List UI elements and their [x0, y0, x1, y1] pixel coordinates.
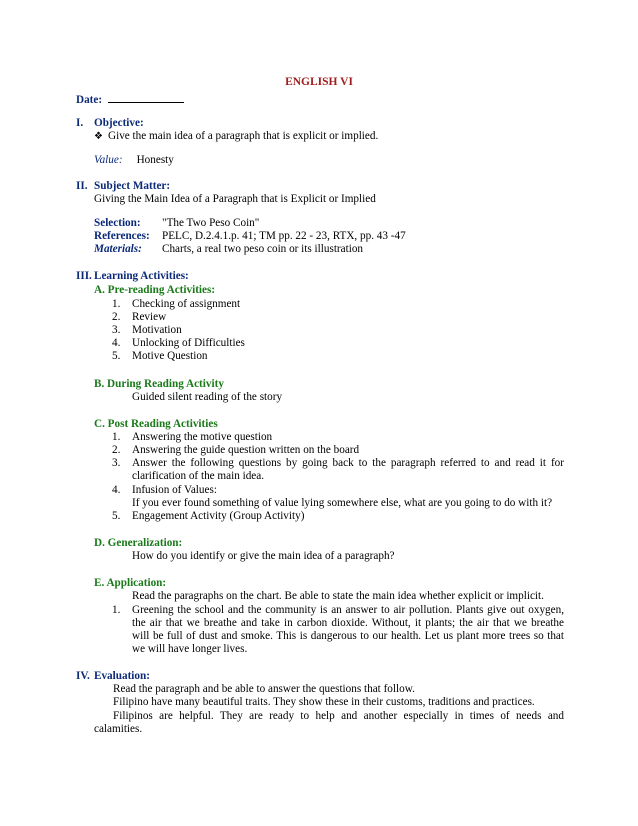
evaluation-line: Read the paragraph and be able to answer the questions that follow.: [113, 683, 415, 695]
list-item-text: Answering the motive question: [132, 431, 273, 443]
list-item: 2. Review: [112, 311, 167, 323]
list-item-text: Answering the guide question written on the board: [132, 444, 360, 456]
application-heading: E. Application:: [94, 577, 167, 589]
post-reading-heading: C. Post Reading Activities: [94, 418, 218, 430]
list-item-text: Answer the following questions by going back to the paragraph referred to and read it for: [132, 457, 564, 469]
section-number: I.: [76, 117, 84, 129]
list-item-continuation: we will have longer lives.: [132, 643, 248, 655]
date-line: [76, 93, 184, 107]
list-item: 1. Greening the school and the community is an answer to air pollution. Plants give out oxygen,: [112, 604, 564, 616]
materials-line: [94, 243, 363, 256]
references-text: PELC, D.2.4.1.p. 41; TM pp. 22 - 23, RTX, pp. 43 -47: [162, 230, 406, 242]
list-item-text: Motive Question: [132, 350, 208, 362]
list-item: 5. Engagement Activity (Group Activity): [112, 510, 305, 522]
list-item: 3. Motivation: [112, 324, 182, 336]
list-item-text: Unlocking of Difficulties: [132, 337, 245, 349]
date-label: Date:: [76, 94, 103, 106]
section-number: III.: [76, 270, 92, 282]
evaluation-line: Filipinos are helpful. They are ready to help and another especially in times of needs and: [113, 710, 564, 722]
list-item-text: Review: [132, 311, 167, 323]
generalization-text: How do you identify or give the main idea of a paragraph?: [132, 550, 395, 562]
section-title: Evaluation:: [94, 670, 150, 682]
section-subject-heading: [76, 180, 170, 193]
list-item: 4. Infusion of Values:: [112, 484, 217, 496]
date-blank: [108, 93, 184, 103]
objective-text: Give the main idea of a paragraph that is explicit or implied.: [108, 130, 379, 142]
evaluation-line: calamities.: [94, 723, 143, 735]
section-objective-heading: [76, 117, 144, 130]
list-item: 5. Motive Question: [112, 350, 208, 362]
evaluation-line: Filipino have many beautiful traits. They show these in their customs, traditions and practices.: [113, 696, 535, 708]
list-item-continuation: the air that we breathe and take in carbon dioxide. Without, it plants; the air that we breathe: [132, 617, 564, 629]
subject-text: Giving the Main Idea of a Paragraph that is Explicit or Implied: [94, 193, 376, 205]
list-item-text: Greening the school and the community is an answer to air pollution. Plants give out oxygen,: [132, 604, 564, 616]
list-item-continuation: will be full of dust and smoke. This is dangerous to our health. Let us plant more trees so that: [132, 630, 564, 642]
list-item: 2. Answering the guide question written on the board: [112, 444, 360, 456]
generalization-heading: D. Generalization:: [94, 537, 183, 549]
value-label: Value:: [94, 154, 123, 166]
section-number: II.: [76, 180, 88, 192]
materials-text: Charts, a real two peso coin or its illustration: [162, 243, 364, 255]
list-item-text: Checking of assignment: [132, 298, 241, 310]
section-evaluation-heading: [76, 670, 150, 683]
list-item-text: Infusion of Values:: [132, 484, 217, 496]
list-item-continuation: If you ever found something of value lying somewhere else, what are you going to do with it?: [132, 497, 553, 509]
selection-line: [94, 217, 259, 230]
list-item: 4. Unlocking of Difficulties: [112, 337, 245, 349]
value-text: Honesty: [136, 154, 174, 166]
value-line: [94, 154, 174, 167]
list-item-text: Motivation: [132, 324, 182, 336]
during-reading-text: Guided silent reading of the story: [132, 391, 283, 403]
list-item-continuation: clarification of the main idea.: [132, 470, 265, 482]
references-label: References:: [94, 230, 150, 242]
during-reading-heading: B. During Reading Activity: [94, 378, 224, 390]
section-title: Subject Matter:: [94, 180, 171, 192]
section-number: IV.: [76, 670, 90, 682]
references-line: [94, 230, 406, 243]
selection-label: Selection:: [94, 217, 141, 229]
section-title: Objective:: [94, 117, 144, 129]
diamond-bullet-icon: ❖: [94, 131, 103, 142]
list-item: 3. Answer the following questions by going back to the paragraph referred to and read it for: [112, 457, 564, 469]
list-item-text: Engagement Activity (Group Activity): [132, 510, 305, 522]
section-activities-heading: [76, 270, 189, 283]
section-title: Learning Activities:: [94, 270, 189, 282]
list-item: 1. Checking of assignment: [112, 298, 241, 310]
list-item: 1. Answering the motive question: [112, 431, 273, 443]
selection-text: "The Two Peso Coin": [162, 217, 260, 229]
materials-label: Materials:: [94, 243, 142, 255]
pre-reading-heading: A. Pre-reading Activities:: [94, 284, 216, 296]
application-text: Read the paragraphs on the chart. Be able to state the main idea whether explicit or implicit.: [132, 590, 544, 602]
objective-item: [94, 130, 378, 143]
document-title: ENGLISH VI: [285, 76, 353, 88]
